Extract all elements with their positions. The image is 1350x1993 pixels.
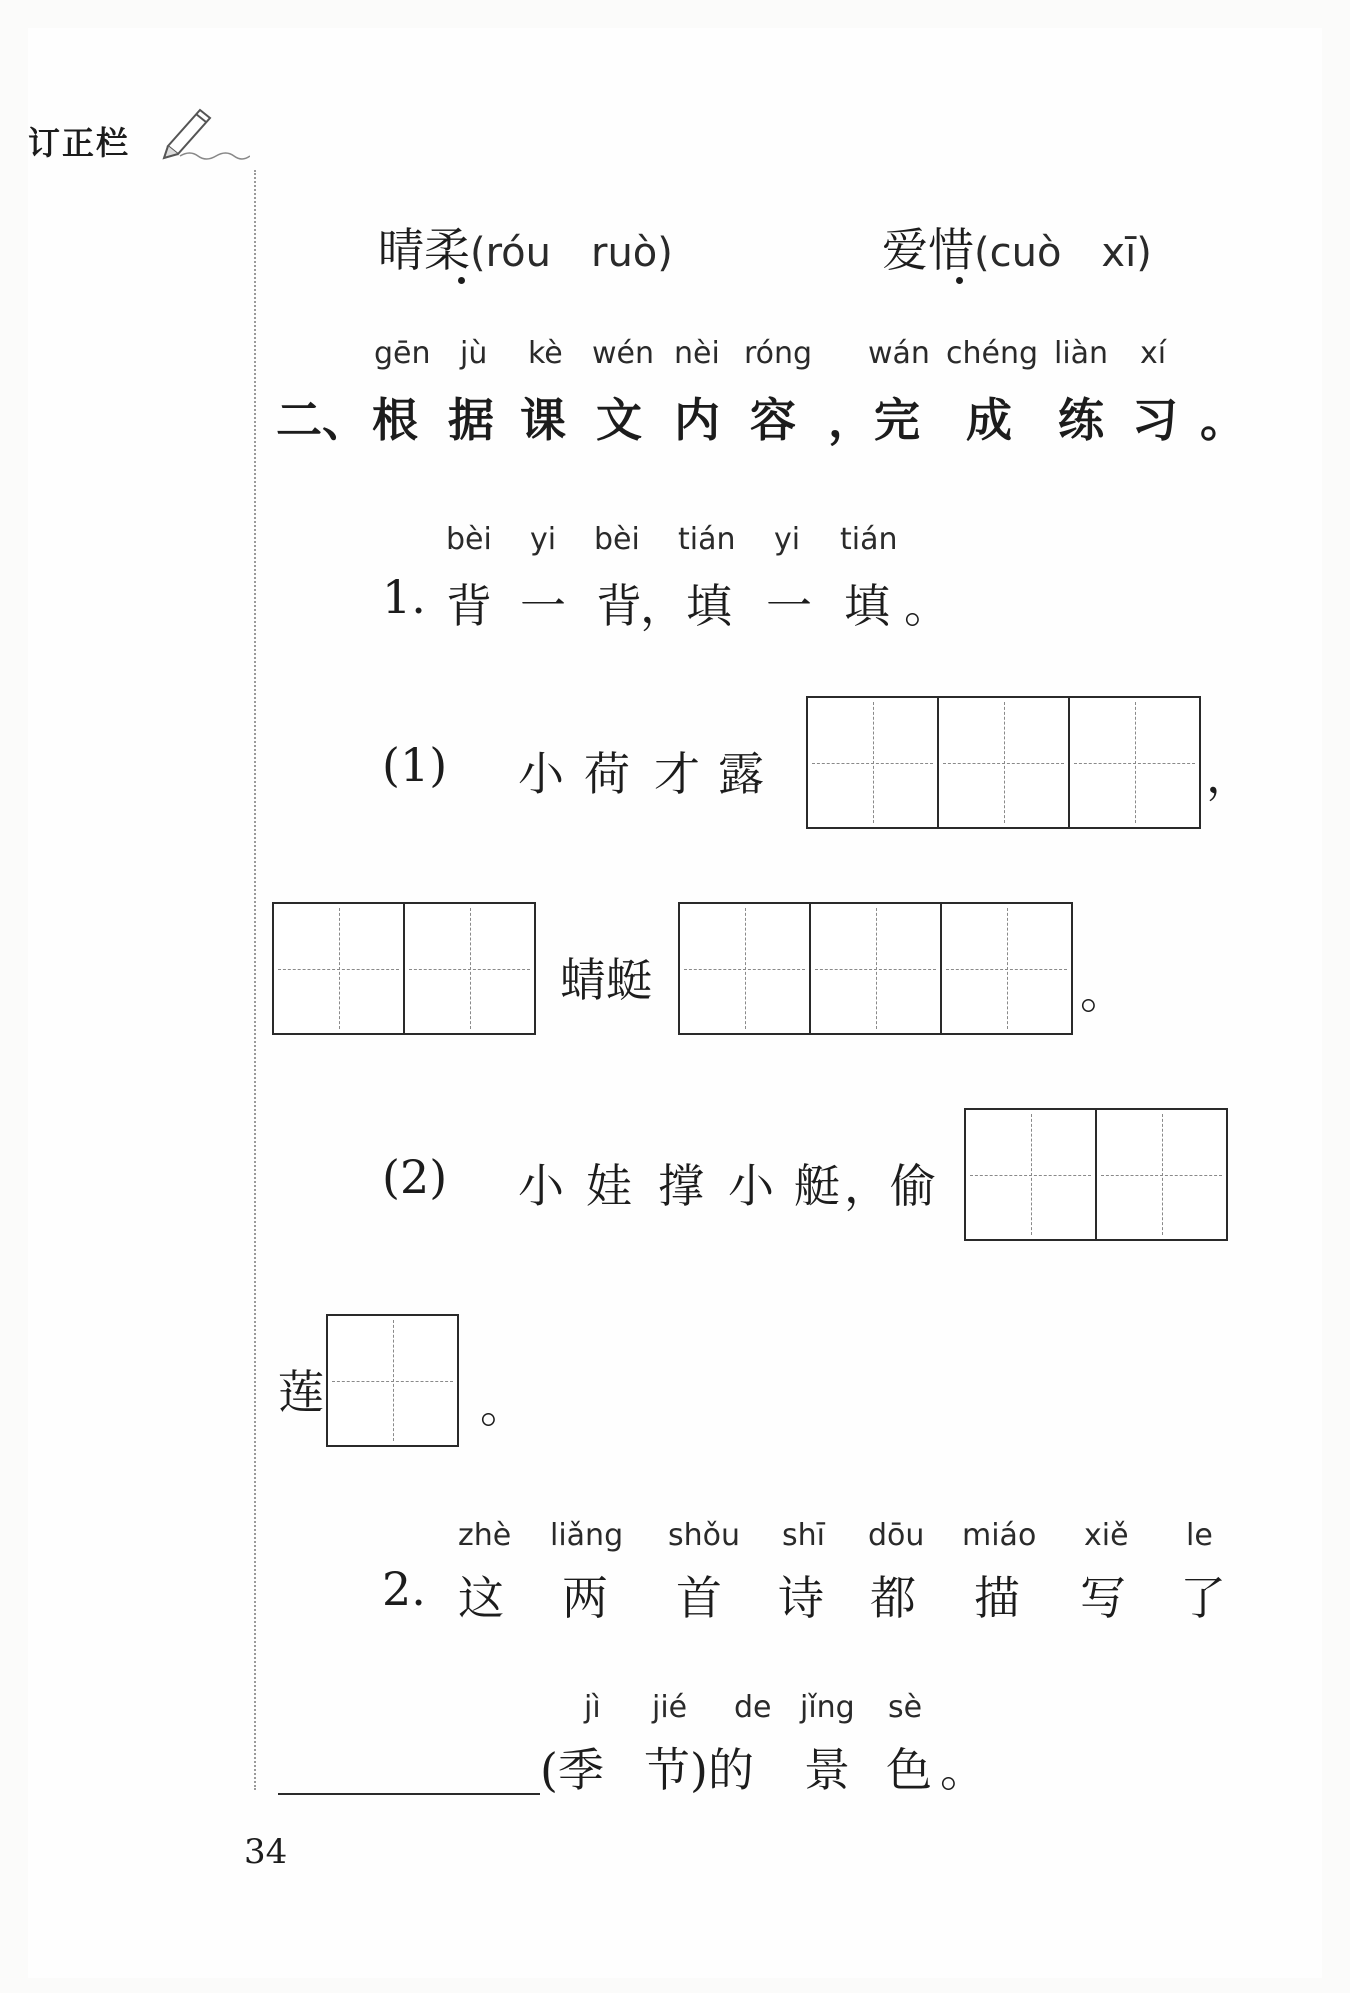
emphasis-dot — [956, 277, 963, 284]
question-char: 背 — [446, 579, 492, 633]
question-char: 填 — [844, 579, 890, 633]
poem-char: 小 — [518, 1159, 564, 1213]
write-cell[interactable] — [942, 902, 1073, 1035]
pinyin: xí — [1140, 336, 1167, 371]
pinyin: le — [1186, 1518, 1213, 1553]
pinyin: kè — [528, 336, 563, 371]
pinyin: jì — [584, 1690, 601, 1725]
punctuation: 。 — [1080, 965, 1126, 1019]
poem-char: 露 — [718, 747, 764, 801]
poem-char: 偷 — [890, 1159, 936, 1213]
question-char: 描 — [974, 1571, 1020, 1625]
heading-char: 完 — [874, 393, 920, 447]
question-char: 。 — [904, 579, 950, 633]
poem-char: 小 — [728, 1159, 774, 1213]
heading-char: 成 — [966, 393, 1012, 447]
answer-grid[interactable] — [678, 902, 1073, 1035]
pinyin: jié — [652, 1690, 688, 1725]
heading-char: 习 — [1132, 393, 1178, 447]
vocab-item-1 — [378, 214, 673, 280]
write-cell[interactable] — [1097, 1108, 1228, 1241]
question-number: 1. — [382, 570, 426, 624]
pinyin: wán — [868, 336, 930, 371]
question-char: 首 — [676, 1571, 722, 1625]
question-number: 2. — [382, 1562, 426, 1616]
pinyin-options: (cuò xī) — [974, 230, 1152, 276]
question-char: 都 — [870, 1571, 916, 1625]
question-char: 两 — [562, 1571, 608, 1625]
poem-char: 才 — [654, 747, 700, 801]
question-char: 这 — [458, 1571, 504, 1625]
question-char: 一 — [520, 579, 566, 633]
question-char: 背 — [596, 579, 642, 633]
worksheet-page — [28, 28, 1322, 1978]
question-char: 。 — [940, 1743, 986, 1797]
pinyin: de — [734, 1690, 772, 1725]
pinyin: bèi — [446, 522, 492, 557]
answer-grid[interactable] — [964, 1108, 1228, 1241]
pinyin: yi — [774, 522, 801, 557]
heading-char: 课 — [520, 393, 566, 447]
poem-char: 娃 — [586, 1159, 632, 1213]
pinyin: róng — [744, 336, 813, 371]
pinyin: tián — [678, 522, 736, 557]
section-number: 二、 — [276, 393, 368, 447]
write-cell[interactable] — [964, 1108, 1097, 1241]
vocab-word: 爱惜 — [882, 223, 974, 277]
heading-char: 据 — [448, 393, 494, 447]
vocab-word: 晴柔 — [378, 223, 470, 277]
vocab-item-2 — [882, 214, 1152, 280]
pencil-icon — [160, 100, 250, 160]
write-cell[interactable] — [939, 696, 1070, 829]
poem-char: 艇 — [794, 1159, 840, 1213]
pinyin: wén — [592, 336, 655, 371]
answer-grid[interactable] — [272, 902, 536, 1035]
write-cell[interactable] — [806, 696, 939, 829]
heading-char: 文 — [596, 393, 642, 447]
punctuation: ， — [1206, 749, 1252, 803]
answer-grid[interactable] — [326, 1314, 459, 1447]
pinyin: shī — [782, 1518, 825, 1553]
emphasis-dot — [458, 277, 465, 284]
fill-in-blank[interactable] — [278, 1793, 540, 1795]
pinyin-options: (róu ruò) — [470, 230, 673, 276]
write-cell[interactable] — [272, 902, 405, 1035]
heading-char: 。 — [1200, 393, 1246, 447]
pinyin: zhè — [458, 1518, 512, 1553]
subquestion-label: (1) — [382, 738, 448, 792]
pinyin: yi — [530, 522, 557, 557]
heading-char: 练 — [1058, 393, 1104, 447]
correction-column-title: 订正栏 — [28, 124, 131, 162]
write-cell[interactable] — [811, 902, 942, 1035]
sidebar-divider — [254, 170, 256, 1790]
write-cell[interactable] — [1070, 696, 1201, 829]
heading-char: 根 — [372, 393, 418, 447]
write-cell[interactable] — [678, 902, 811, 1035]
question-char: 节)的 — [644, 1743, 754, 1797]
subquestion-label: (2) — [382, 1150, 448, 1204]
pinyin: jǐng — [800, 1690, 855, 1725]
question-char: 色 — [886, 1743, 932, 1797]
poem-char: 荷 — [584, 747, 630, 801]
question-char: (季 — [540, 1743, 604, 1797]
poem-char: 小 — [518, 747, 564, 801]
pinyin: shǒu — [668, 1518, 741, 1553]
pinyin: gēn — [374, 336, 431, 371]
pinyin: dōu — [868, 1518, 925, 1553]
pinyin: bèi — [594, 522, 640, 557]
heading-char: 内 — [674, 393, 720, 447]
pinyin: miáo — [962, 1518, 1037, 1553]
write-cell[interactable] — [326, 1314, 459, 1447]
write-cell[interactable] — [405, 902, 536, 1035]
question-char: 了 — [1180, 1571, 1226, 1625]
heading-char: 容 — [750, 393, 796, 447]
pinyin: jù — [460, 336, 488, 371]
pinyin: sè — [888, 1690, 923, 1725]
question-char: 写 — [1080, 1571, 1126, 1625]
pinyin: chéng — [946, 336, 1039, 371]
pinyin: nèi — [674, 336, 720, 371]
pinyin: liàn — [1054, 336, 1109, 371]
question-char: ，填 — [640, 579, 732, 633]
question-char: 一 — [766, 579, 812, 633]
punctuation: 。 — [480, 1379, 526, 1433]
pinyin: xiě — [1084, 1518, 1129, 1553]
pinyin: liǎng — [550, 1518, 624, 1553]
question-char: 诗 — [778, 1571, 824, 1625]
answer-grid[interactable] — [806, 696, 1201, 829]
poem-char: ， — [844, 1159, 890, 1213]
poem-word: 蜻蜓 — [560, 953, 652, 1007]
heading-char: ， — [828, 393, 874, 447]
poem-char: 撑 — [658, 1159, 704, 1213]
poem-char: 莲 — [278, 1365, 324, 1419]
pinyin: tián — [840, 522, 898, 557]
question-char: 景 — [804, 1743, 850, 1797]
page-number: 34 — [244, 1832, 288, 1872]
